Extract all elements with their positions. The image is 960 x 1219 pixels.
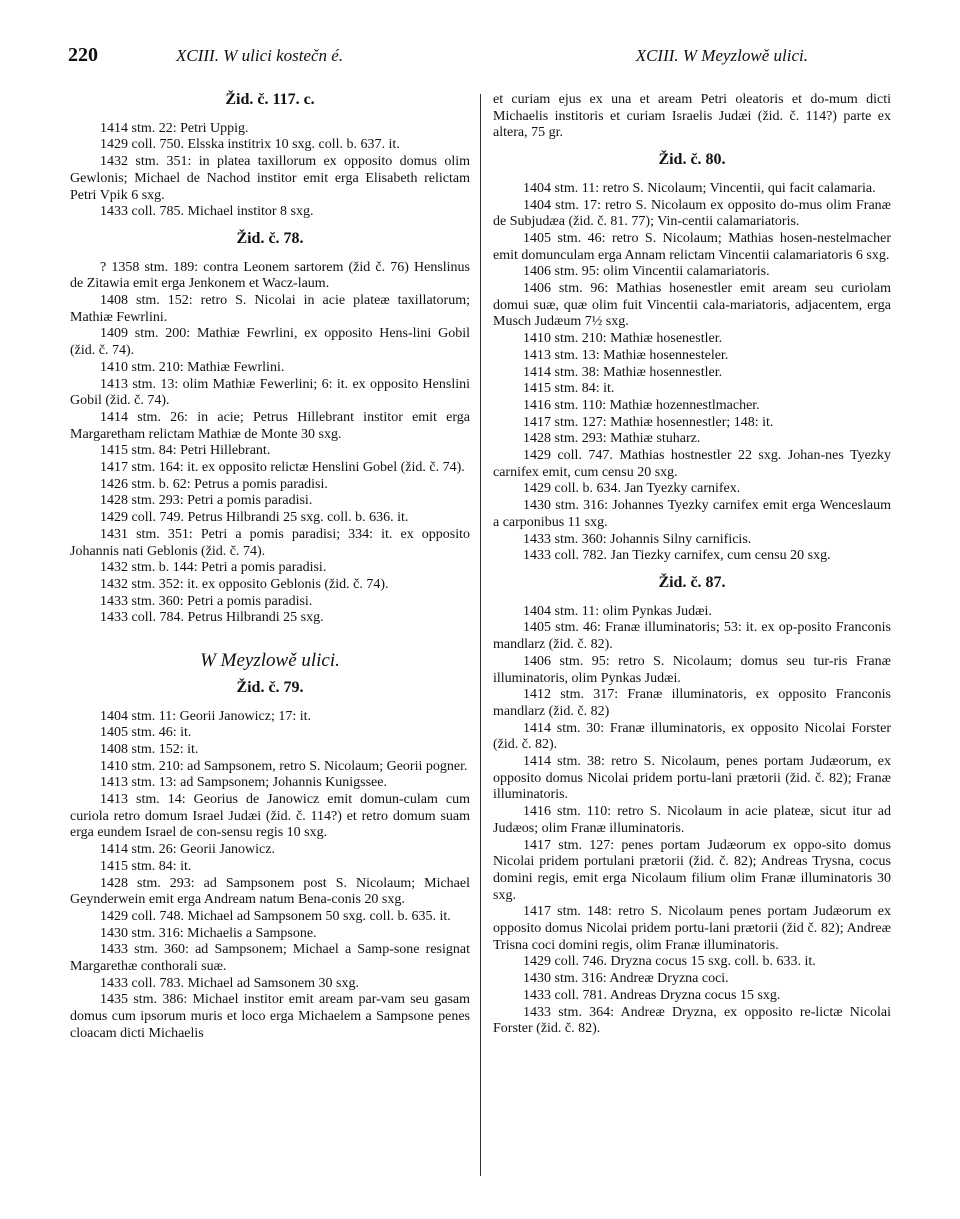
continued-entry: et curiam ejus ex una et aream Petri oleatoris et do-mum dicti Michaelis institoris et curiam Israelis Judæi (žid. č. 114?) parte ex altera, 75 gr. [493, 92, 891, 141]
record-entry: 1414 stm. 26: Georii Janowicz. [100, 842, 275, 858]
record-entry: 1415 stm. 84: Petri Hillebrant. [100, 443, 271, 459]
section-heading: Žid. č. 79. [236, 678, 304, 696]
record-entry: 1428 stm. 293: Petri a pomis paradisi. [100, 493, 313, 509]
record-entry: 1426 stm. b. 62: Petrus a pomis paradisi. [100, 476, 328, 492]
section-heading: Žid. č. 78. [236, 229, 304, 247]
section-heading: Žid. č. 117. c. [225, 91, 315, 108]
record-entry: 1414 stm. 26: in acie; Petrus Hillebrant institor emit erga Margaretham relictam Mathiæ de Monte 30 sxg. [70, 409, 470, 442]
right-column [493, 92, 891, 1038]
record-entry: 1408 stm. 152: retro S. Nicolai in acie plateæ taxillatorum; Mathiæ Fewrlini. [70, 293, 470, 325]
record-entry: 1416 stm. 110: Mathiæ hozennestlmacher. [523, 397, 760, 413]
record-entry: 1428 stm. 293: Mathiæ stuharz. [523, 431, 701, 447]
left-running-head: XCIII. W ulici kostečn é. [176, 46, 344, 65]
record-entry: 1404 stm. 11: retro S. Nicolaum; Vincentii, qui facit calamaria. [523, 180, 876, 196]
record-entry: 1412 stm. 317: Franæ illuminatoris, ex opposito Franconis mandlarz (žid. č. 82) [493, 687, 891, 719]
record-entry: 1410 stm. 210: Mathiæ hosenestler. [523, 331, 723, 347]
record-entry: 1433 stm. 364: Andreæ Dryzna, ex opposito re-lictæ Nicolai Forster (žid. č. 82). [493, 1004, 891, 1037]
record-entry: 1409 stm. 200: Mathiæ Fewrlini, ex opposito Hens-lini Gobil (žid. č. 74). [70, 326, 470, 359]
record-entry: 1405 stm. 46: it. [100, 725, 192, 741]
record-entry: 1431 stm. 351: Petri a pomis paradisi; 334: it. ex opposito Johannis nati Geblonis (žid. č. 74). [70, 526, 470, 559]
record-entry: 1432 stm. 352: it. ex opposito Geblonis (žid. č. 74). [100, 576, 389, 592]
record-entry: 1429 coll. 748. Michael ad Sampsonem 50 sxg. coll. b. 635. it. [100, 908, 451, 924]
page-number: 220 [68, 44, 98, 66]
record-entry: 1430 stm. 316: Johannes Tyezky carnifex emit erga Wenceslaum a carponibus 11 sxg. [493, 498, 891, 530]
record-entry: 1413 stm. 13: olim Mathiæ Fewerlini; 6: it. ex opposito Henslini Gobil (žid. č. 74). [70, 376, 470, 409]
right-running-head: XCIII. W Meyzlowě ulici. [635, 46, 808, 65]
street-heading: W Meyzlowě ulici. [200, 650, 340, 672]
record-entry: 1406 stm. 95: retro S. Nicolaum; domus seu tur-ris Franæ illuminatoris, olim Pynkas Judæi. [493, 653, 891, 686]
record-entry: 1406 stm. 95: olim Vincentii calamariatoris. [523, 264, 770, 280]
record-entry: 1417 stm. 127: penes portam Judæorum ex oppo-sito domus Nicolai pridem portulani prætorii (žid. č. 82); Andreas Trysna, cocus domini regis, emit erga Nicolaum filium olim Franæ illuminatoris 30 sxg. [493, 837, 891, 903]
record-entry: 1433 coll. 783. Michael ad Samsonem 30 sxg. [100, 975, 359, 991]
record-entry: 1415 stm. 84: it. [523, 381, 615, 397]
record-entry: 1414 stm. 30: Franæ illuminatoris, ex opposito Nicolai Forster (žid. č. 82). [493, 720, 891, 753]
record-entry: 1405 stm. 46: retro S. Nicolaum; Mathias hosen-nestelmacher emit domunculam erga Annam relictam Vincentii calamariatoris 6 sxg. [493, 230, 891, 263]
record-entry: 1413 stm. 13: ad Sampsonem; Johannis Kunigssee. [100, 775, 387, 791]
section-heading: Žid. č. 80. [658, 151, 726, 169]
record-entry: 1433 coll. 782. Jan Tiezky carnifex, cum censu 20 sxg. [523, 548, 831, 564]
record-entry: 1429 coll. 750. Elsska institrix 10 sxg. coll. b. 637. it. [100, 137, 400, 153]
record-entry: 1404 stm. 11: olim Pynkas Judæi. [523, 603, 712, 619]
record-entry: 1405 stm. 46: Franæ illuminatoris; 53: it. ex op-posito Franconis mandlarz (žid. č. 82). [493, 620, 891, 653]
record-entry: 1429 coll. b. 634. Jan Tyezky carnifex. [523, 481, 741, 497]
record-entry: 1417 stm. 148: retro S. Nicolaum penes portam Judæorum ex opposito domus Nicolai pridem portu-lani prætorii (žid č. 82); Andreæ Trisna coci domini regis, olim Franæ illuminatoris. [493, 904, 891, 953]
record-entry: 1433 stm. 360: Johannis Silny carnificis. [523, 531, 752, 547]
record-entry: 1416 stm. 110: retro S. Nicolaum in acie plateæ, sicut itur ad Judæos; olim Franæ illuminatoris. [493, 804, 891, 836]
record-entry: 1413 stm. 13: Mathiæ hosennesteler. [523, 347, 729, 363]
record-entry: 1417 stm. 127: Mathiæ hosennestler; 148: it. [523, 414, 774, 430]
record-entry: 1432 stm. 351: in platea taxillorum ex opposito domus olim Gewlonis; Michael de Nachod institor emit erga Elisabeth relictam Petri Vpik 6 sxg. [70, 154, 470, 203]
record-entry: 1433 coll. 785. Michael institor 8 sxg. [100, 204, 314, 220]
record-entry: 1410 stm. 210: ad Sampsonem, retro S. Nicolaum; Georii pogner. [100, 758, 468, 774]
record-entry: 1414 stm. 38: retro S. Nicolaum, penes portam Judæorum, ex opposito domus Nicolai pridem portu-lani prætorii (žid. č. 82); Franæ illuminatoris. [493, 754, 891, 803]
left-column [70, 92, 470, 1043]
record-entry: 1404 stm. 17: retro S. Nicolaum ex opposito do-mus olim Franæ de Subjudæa (žid. č. 81. 77); Vin-centii calamariatoris. [493, 197, 891, 230]
record-entry: 1414 stm. 22: Petri Uppig. [100, 120, 249, 136]
record-entry: 1433 coll. 784. Petrus Hilbrandi 25 sxg. [100, 610, 324, 626]
record-entry: 1415 stm. 84: it. [100, 858, 192, 874]
record-entry: 1433 stm. 360: ad Sampsonem; Michael a Samp-sone resignat Margarethæ conthorali suæ. [70, 942, 470, 975]
record-entry: 1408 stm. 152: it. [100, 741, 199, 757]
record-entry: 1417 stm. 164: it. ex opposito relictæ Henslini Gobel (žid. č. 74). [100, 460, 465, 476]
record-entry: 1413 stm. 14: Georius de Janowicz emit domun-culam cum curiola retro domum Israel Judæi (žid. č. 114?) et retro domum suam erga eundem Israel de con-sensu regis 10 sxg. [70, 792, 470, 841]
record-entry: ? 1358 stm. 189: contra Leonem sartorem (žid č. 76) Henslinus de Zitawia emit erga Jenkonem et Wacz-laum. [70, 259, 470, 292]
record-entry: 1428 stm. 293: ad Sampsonem post S. Nicolaum; Michael Geynderwein emit erga Andream natum Bena-conis 20 sxg. [70, 875, 470, 908]
record-entry: 1404 stm. 11: Georii Janowicz; 17: it. [100, 708, 312, 724]
record-entry: 1435 stm. 386: Michael institor emit aream par-vam seu gasam domus cum ipsorum muris et loco erga Michaelem a Sampsone penes cloacam dicti Michaelis [70, 992, 470, 1041]
record-entry: 1410 stm. 210: Mathiæ Fewrlini. [100, 359, 285, 375]
section-heading: Žid. č. 87. [658, 573, 726, 591]
record-entry: 1430 stm. 316: Andreæ Dryzna coci. [523, 971, 729, 987]
record-entry: 1429 coll. 749. Petrus Hilbrandi 25 sxg. coll. b. 636. it. [100, 510, 409, 526]
record-entry: 1430 stm. 316: Michaelis a Sampsone. [100, 925, 317, 941]
record-entry: 1433 coll. 781. Andreas Dryzna cocus 15 sxg. [523, 987, 781, 1003]
record-entry: 1432 stm. b. 144: Petri a pomis paradisi. [100, 560, 327, 576]
record-entry: 1433 stm. 360: Petri a pomis paradisi. [100, 593, 313, 609]
record-entry: 1406 stm. 96: Mathias hosenestler emit aream seu curiolam domui suæ, quæ olim fuit Vincentii cala-mariatoris, adjacentem, erga Musch Judæum 7½ sxg. [493, 281, 891, 330]
record-entry: 1429 coll. 747. Mathias hostnestler 22 sxg. Johan-nes Tyezky carnifex emit, cum censu 20 sxg. [493, 448, 891, 480]
page-header [0, 40, 960, 70]
record-entry: 1429 coll. 746. Dryzna cocus 15 sxg. coll. b. 633. it. [523, 954, 816, 970]
record-entry: 1414 stm. 38: Mathiæ hosennestler. [523, 364, 723, 380]
column-divider [480, 94, 481, 1176]
